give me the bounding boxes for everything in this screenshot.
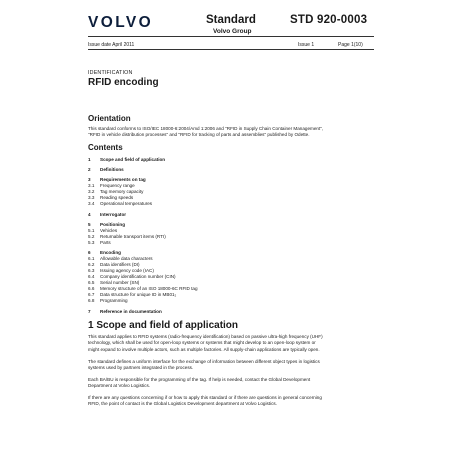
document-page: VOLVO Standard Volvo Group STD 920-0003 Issue date April 2011 Issue 1 Page 1(10) IDENTIFICATION RFID encoding Orientation This standard conforms to ISO/IEC 18000-6:2004/Amd 1:2006 and "RFID in Supply Chain Container Management", "RFID in vehicle distribution processes" and "RFID for tracking of parts and assemblies" published by Odette. Contents 1 Scope and field of application 2 Definitions 3 Requirements on tag 3.1 Frequency range 3.2 Tag memory capacity 3.3 Reading speeds 3.4 Operational temperatures 4 Interrogator 5 Positioning 5.1 Vehicles 5.2 Returnable transport items (RTI) 5.3 Parts 6 Encoding 6.1 Allowable data characters 6.2 Data identifiers (DI) 6.3 Issuing agency code (IAC) 6.4 Company identification number (CIN) 6.5 Serial number (SN) 6.6 Memory structure of an ISO 18000-6C RFID tag 6.7 Data structure for unique ID in MB01₂ 6.8 Programming 7 Reference in documentation 1 Scope and field of application This standard applies to RFID systems (radio-frequency identification) based on passive ultra-high frequency (UHF) technology, which shall be used for open-loop systems or systems that might develop to an open-loop system or might expand to involve multiple actors, such as multiple factories. All supply-chain applications are typically open. The standard defines a uniform interface for the exchange of information between different object types in logistics systems used by partners integrated in the process. Each BA/BU is responsible for the programming of the tag. If help is needed, contact the Global Development Department at Volvo Logistics. If there are any questions concerning if or how to apply this standard or if there are questions in general concerning RFID, the point of contact is the Global Logistics Development department at Volvo Logistics. [0, 0, 458, 458]
text-line: The standard defines a uniform interface for the exchange of information between different object types in logistics [88, 359, 320, 364]
section-1-paragraph-4 [88, 395, 378, 408]
text-line: This standard conforms to ISO/IEC 18000-6:2004/Amd 1:2006 and "RFID in Supply Chain Container Management", [88, 126, 324, 131]
text-line: "RFID in vehicle distribution processes" and "RFID for tracking of parts and assemblies" published by Odette. [88, 132, 310, 138]
volvo-logo: VOLVO [88, 14, 154, 31]
text-line: Department at Volvo Logistics. [88, 383, 151, 389]
header-rule-top [88, 36, 374, 37]
section-1-paragraph-1 [88, 334, 378, 353]
page-number: Page 1(10) [338, 42, 363, 48]
text-line: If there are any questions concerning if or how to apply this standard or if there are questions in general concerning [88, 395, 322, 400]
document-category: IDENTIFICATION [88, 70, 133, 76]
issue-number: Issue 1 [298, 42, 315, 48]
section-1-paragraph-2 [88, 359, 378, 372]
text-line: RFID, the point of contact is the Global Logistics Development department at Volvo Logistics. [88, 401, 277, 407]
text-line: Each BA/BU is responsible for the programming of the tag. If help is needed, contact the Global Development [88, 377, 311, 382]
orientation-heading: Orientation [88, 114, 131, 123]
orientation-text [88, 126, 378, 139]
document-type: Standard [206, 14, 256, 26]
document-number: STD 920-0003 [290, 14, 368, 26]
text-line: technology, which shall be used for open-loop systems or systems that might develop to an open-loop system or [88, 340, 316, 346]
section-1-heading: 1 Scope and field of application [88, 320, 239, 331]
text-line: might expand to involve multiple actors, such as multiple factories. All supply-chain applications are typically open. [88, 346, 320, 352]
contents-heading: Contents [88, 143, 123, 152]
header-rule-bottom [88, 49, 374, 50]
text-line: This standard applies to RFID systems (radio-frequency identification) based on passive ultra-high frequency (UHF) [88, 334, 323, 339]
issue-date: Issue date April 2011 [88, 42, 135, 48]
text-line: systems used by partners integrated in the process. [88, 365, 194, 371]
document-title: RFID encoding [88, 77, 159, 88]
section-1-paragraph-3 [88, 377, 378, 390]
document-owner: Volvo Group [213, 28, 252, 35]
